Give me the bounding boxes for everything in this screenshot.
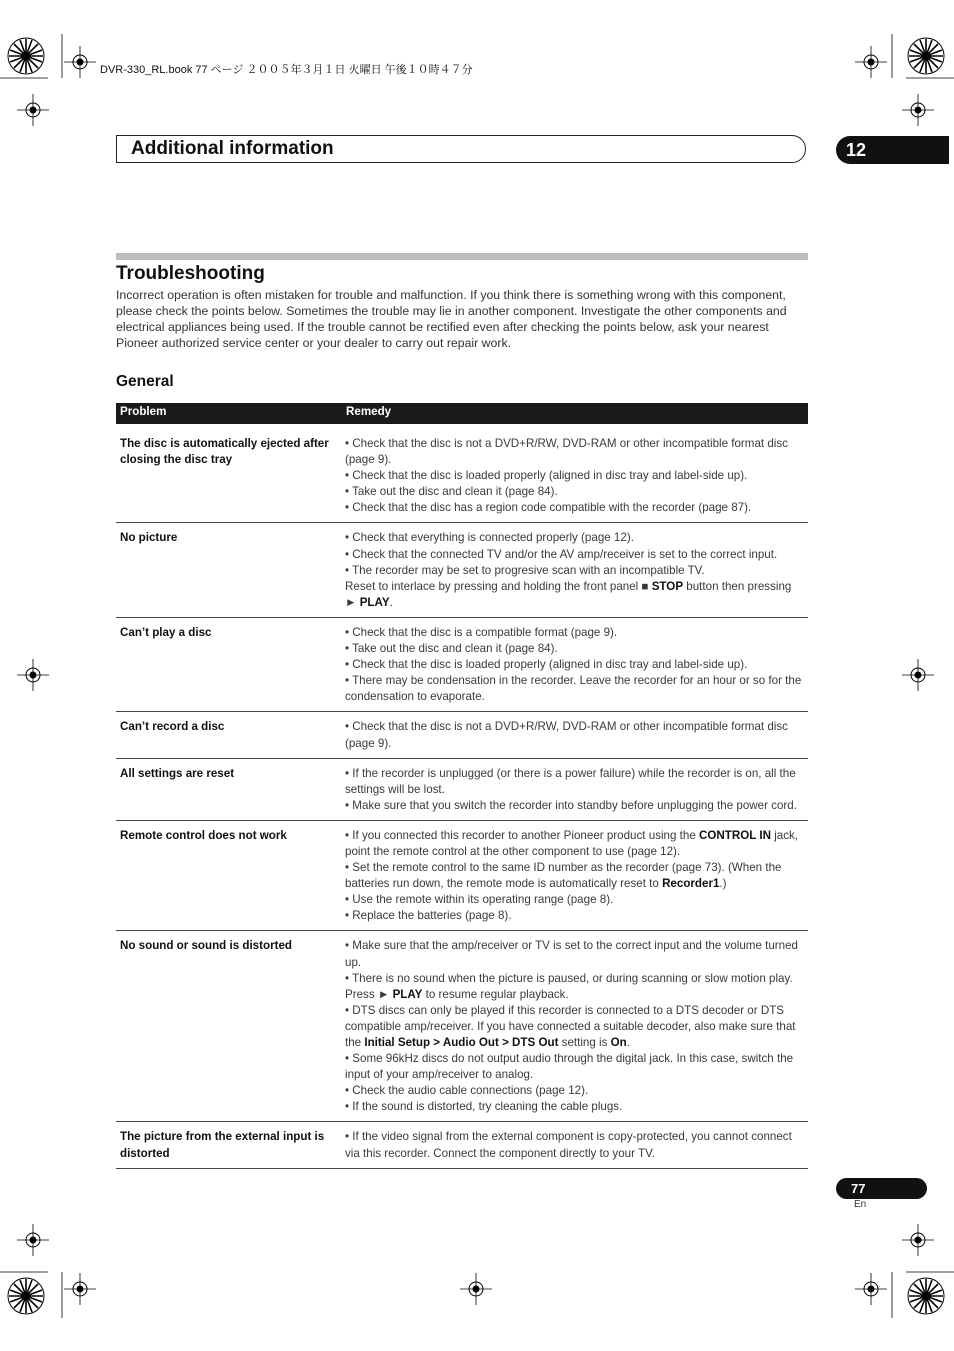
remedy-line [345,766,804,798]
remedy-line [345,625,804,641]
troubleshooting-table [116,403,808,1169]
remedy-cell [342,523,808,617]
remedy-text: • Use the remote within its operating range (page 8). [345,893,614,907]
remedy-line [345,1129,804,1161]
table-body [116,424,808,1168]
remedy-cell [342,712,808,758]
remedy-text: • Replace the batteries (page 8). [345,909,512,923]
problem-cell: No sound or sound is distorted [116,931,342,1122]
remedy-line [345,908,804,924]
remedy-line [345,468,804,484]
table-row [116,424,808,523]
remedy-cell [342,424,808,523]
remedy-text: • The recorder may be set to progresive scan with an incompatible TV. [345,563,705,577]
remedy-text: • Check that the disc is loaded properly (aligned in disc tray and label-side up). [345,658,748,672]
remedy-text: • Check that the disc is not a DVD+R/RW, DVD-RAM or other incompatible format disc (page 9). [345,437,788,467]
remedy-text: • If you connected this recorder to another Pioneer product using the [345,828,700,842]
remedy-emphasis: Recorder1 [662,877,720,891]
table-row [116,523,808,617]
remedy-line [345,500,804,516]
table-row [116,712,808,758]
remedy-cell [342,820,808,931]
remedy-text: to resume regular playback. [422,987,569,1001]
header-problem: Problem [116,403,342,424]
page-number: 77 [836,1178,927,1199]
remedy-line [345,1083,804,1099]
remedy-line [345,938,804,970]
print-file-header: DVR-330_RL.book 77 ページ ２００５年３月１日 火曜日 午後１０時４７分 [100,64,473,76]
title-rule [116,253,808,260]
intro-paragraph: Incorrect operation is often mistaken for trouble and malfunction. If you think there is something wrong with this component, please check the points below. Sometimes the trouble may lie in another component. Investigate the other components and electrical appliances being used. If the trouble cannot be rectified even after checking the points below, ask your nearest Pioneer authorized service center or your dealer to carry out repair work. [116,288,787,350]
section-header-bar [116,135,806,163]
remedy-text: • Check that the connected TV and/or the AV amp/receiver is set to the correct input. [345,547,778,561]
problem-cell: Remote control does not work [116,820,342,931]
remedy-text: • DTS discs can only be played if this recorder is connected to a DTS decoder or DTS compatible amp/receiver. If you have connected a suitable decoder, also make sure that the [345,1003,796,1049]
remedy-text: • Check that the disc is a compatible format (page 9). [345,625,618,639]
remedy-line [345,673,804,705]
remedy-line [345,719,804,751]
remedy-line [345,971,804,1003]
remedy-text: • Take out the disc and clean it (page 84). [345,642,558,656]
remedy-text: • Make sure that the amp/receiver or TV is set to the correct input and the volume turned up. [345,939,799,969]
remedy-line [345,436,804,468]
remedy-line [345,892,804,908]
remedy-text: • If the sound is distorted, try cleaning the cable plugs. [345,1100,623,1114]
remedy-line [345,798,804,814]
remedy-text: • Check that the disc is not a DVD+R/RW, DVD-RAM or other incompatible format disc (page 9). [345,720,788,750]
remedy-line [345,828,804,860]
table-row [116,820,808,931]
remedy-text: • If the video signal from the external component is copy-protected, you cannot connect via this recorder. Connect the component directly to your TV. [345,1130,792,1160]
remedy-text: • Some 96kHz discs do not output audio through the digital jack. In this case, switch the input of your amp/receiver to analog. [345,1052,794,1082]
remedy-emphasis: PLAY [392,987,423,1001]
table-header-row [116,403,808,424]
problem-cell: The picture from the external input is distorted [116,1122,342,1168]
remedy-line [345,547,804,563]
problem-cell: All settings are reset [116,758,342,820]
remedy-text: • Make sure that you switch the recorder into standby before unplugging the power cord. [345,798,797,812]
remedy-cell [342,931,808,1122]
remedy-text: • Check that everything is connected properly (page 12). [345,531,634,545]
remedy-text: • Check the audio cable connections (page 12). [345,1084,589,1098]
table-row [116,617,808,711]
remedy-text: . [389,595,393,609]
remedy-emphasis: Initial Setup > Audio Out > DTS Out [364,1036,559,1049]
remedy-text: • There is no sound when the picture is paused, or during scanning or slow motion play. Press ► [345,971,793,1001]
remedy-line [345,657,804,673]
problem-cell: No picture [116,523,342,617]
remedy-line [345,1051,804,1083]
table-row [116,931,808,1122]
section-title: Additional information [131,138,334,159]
chapter-number-tab: 12 [836,136,949,164]
remedy-cell [342,1122,808,1168]
remedy-text: .) [719,877,727,891]
remedy-line [345,860,804,892]
remedy-line [345,641,804,657]
remedy-text: jack, point the remote control at the other component to use (page 12). [345,828,799,858]
remedy-line [345,579,804,611]
remedy-text: • Set the remote control to the same ID number as the recorder (page 73). (When the batteries run down, the remote mode is automatically reset to [345,861,782,891]
remedy-text: • Take out the disc and clean it (page 84). [345,485,558,499]
problem-cell: Can’t record a disc [116,712,342,758]
header-remedy: Remedy [342,403,808,424]
problem-cell: The disc is automatically ejected after closing the disc tray [116,424,342,523]
table-row [116,758,808,820]
remedy-text: • Check that the disc has a region code compatible with the recorder (page 87). [345,501,752,515]
remedy-text: setting is [558,1036,611,1049]
remedy-text: • If the recorder is unplugged (or there is a power failure) while the recorder is on, all the settings will be lost. [345,766,796,796]
remedy-text: Reset to interlace by pressing and holding the front panel ■ [345,579,652,593]
remedy-cell [342,617,808,711]
page-title: Troubleshooting [116,263,265,284]
remedy-emphasis: On [610,1036,627,1049]
remedy-emphasis: PLAY [359,595,390,609]
table-row [116,1122,808,1168]
remedy-text: button then pressing ► [345,579,792,609]
subheading-general: General [116,373,174,390]
remedy-emphasis: STOP [651,579,684,593]
remedy-text: • Check that the disc is loaded properly (aligned in disc tray and label-side up). [345,469,748,483]
remedy-line [345,1099,804,1115]
remedy-text: . [626,1036,630,1049]
remedy-line [345,1003,804,1051]
problem-cell: Can’t play a disc [116,617,342,711]
language-code: En [854,1199,867,1210]
remedy-line [345,530,804,546]
remedy-line [345,563,804,579]
remedy-line [345,484,804,500]
remedy-cell [342,758,808,820]
remedy-emphasis: CONTROL IN [699,828,771,842]
remedy-text: • There may be condensation in the recorder. Leave the recorder for an hour or so for the condensation to evaporate. [345,674,802,704]
